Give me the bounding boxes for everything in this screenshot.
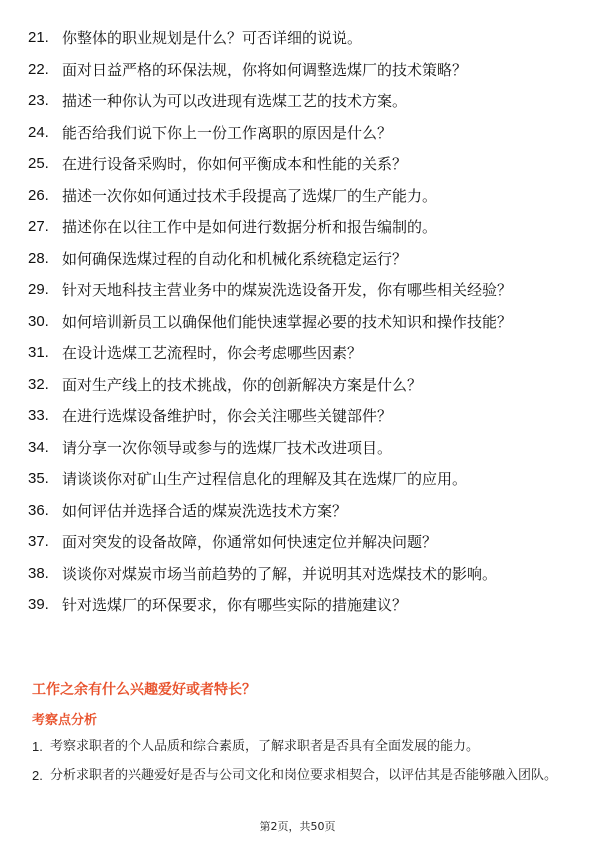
question-number: 25. <box>28 155 49 172</box>
question-item <box>28 279 573 301</box>
question-number: 34. <box>28 438 49 456</box>
section-title: 工作之余有什么兴趣爱好或者特长？ <box>32 682 256 698</box>
question-text: 如何评估并选择合适的煤炭洗选技术方案？ <box>62 501 348 520</box>
question-text: 如何培训新员工以确保他们能快速掌握必要的技术知识和操作技能？ <box>62 312 513 331</box>
question-text: 描述一次你如何通过技术手段提高了选煤厂的生产能力。 <box>62 186 438 205</box>
question-number: 29. <box>28 281 49 298</box>
question-number: 21. <box>28 29 49 46</box>
question-text: 描述你在以往工作中是如何进行数据分析和报告编制的。 <box>62 218 438 236</box>
question-list <box>28 27 573 626</box>
question-item <box>28 311 573 333</box>
question-number: 38. <box>28 564 49 582</box>
question-text: 面对生产线上的技术挑战，你的创新解决方案是什么？ <box>62 375 423 394</box>
question-item <box>28 405 573 427</box>
analysis-item <box>32 735 562 759</box>
question-text: 面对突发的设备故障，你通常如何快速定位并解决问题？ <box>62 533 438 551</box>
question-text: 如何确保选煤过程的自动化和机械化系统稳定运行？ <box>62 249 408 268</box>
question-item <box>28 153 573 175</box>
question-item <box>28 185 573 207</box>
question-number: 23. <box>28 92 49 109</box>
question-number: 39. <box>28 596 49 613</box>
analysis-number: 1. <box>32 739 43 754</box>
analysis-item <box>32 764 562 788</box>
question-text: 请谈谈你对矿山生产过程信息化的理解及其在选煤厂的应用。 <box>62 470 468 488</box>
question-item <box>28 594 573 616</box>
analysis-text: 分析求职者的兴趣爱好是否与公司文化和岗位要求相契合，以评估其是否能够融入团队。 <box>50 768 558 783</box>
question-item <box>28 216 573 238</box>
question-number: 26. <box>28 186 49 204</box>
question-text: 针对天地科技主营业务中的煤炭洗选设备开发，你有哪些相关经验？ <box>62 281 513 299</box>
question-number: 32. <box>28 375 49 393</box>
question-number: 33. <box>28 407 49 424</box>
question-number: 24. <box>28 123 49 141</box>
question-number: 30. <box>28 312 49 330</box>
question-number: 35. <box>28 470 49 487</box>
question-text: 在进行选煤设备维护时，你会关注哪些关键部件？ <box>62 407 393 425</box>
question-text: 在设计选煤工艺流程时，你会考虑哪些因素？ <box>62 344 363 362</box>
question-item <box>28 374 573 396</box>
question-number: 22. <box>28 60 49 78</box>
analysis-list <box>32 735 562 793</box>
question-number: 31. <box>28 344 49 361</box>
analysis-number: 2. <box>32 768 43 783</box>
question-item <box>28 563 573 585</box>
question-number: 27. <box>28 218 49 235</box>
question-item <box>28 122 573 144</box>
question-text: 面对日益严格的环保法规，你将如何调整选煤厂的技术策略？ <box>62 60 468 79</box>
question-text: 谈谈你对煤炭市场当前趋势的了解，并说明其对选煤技术的影响。 <box>62 564 498 583</box>
page-footer: 第2页，共50页 <box>259 820 336 833</box>
question-text: 针对选煤厂的环保要求，你有哪些实际的措施建议？ <box>62 596 408 614</box>
question-item <box>28 27 573 49</box>
question-number: 37. <box>28 533 49 550</box>
question-item <box>28 59 573 81</box>
analysis-text: 考察求职者的个人品质和综合素质，了解求职者是否具有全面发展的能力。 <box>50 739 480 754</box>
analysis-title: 考察点分析 <box>32 713 98 728</box>
question-number: 28. <box>28 249 49 267</box>
question-text: 你整体的职业规划是什么？可否详细的说说。 <box>62 29 363 47</box>
question-text: 在进行设备采购时，你如何平衡成本和性能的关系？ <box>62 155 408 173</box>
question-text: 请分享一次你领导或参与的选煤厂技术改进项目。 <box>62 438 393 457</box>
question-item <box>28 500 573 522</box>
question-item <box>28 437 573 459</box>
question-text: 能否给我们说下你上一份工作离职的原因是什么？ <box>62 123 393 142</box>
question-number: 36. <box>28 501 49 519</box>
question-item <box>28 468 573 490</box>
question-item <box>28 531 573 553</box>
question-item <box>28 342 573 364</box>
question-text: 描述一种你认为可以改进现有选煤工艺的技术方案。 <box>62 92 408 110</box>
question-item <box>28 90 573 112</box>
question-item <box>28 248 573 270</box>
